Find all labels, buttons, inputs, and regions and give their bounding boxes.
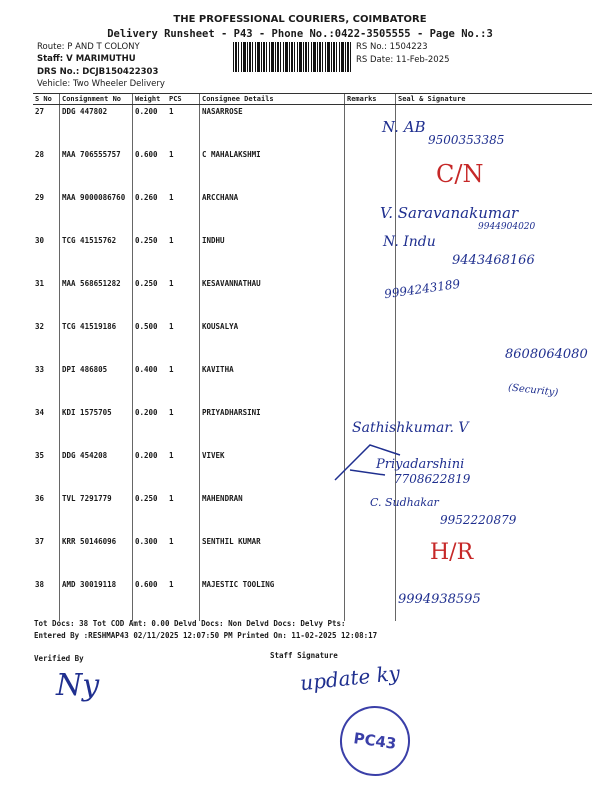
sig-38-phone: 9994938595	[398, 592, 481, 607]
cell-remarks	[345, 363, 396, 406]
table-row	[33, 449, 592, 492]
cell-sno: 37	[35, 537, 45, 546]
cell-weight: 0.600	[133, 148, 168, 191]
table-row	[33, 406, 592, 449]
sig-28: C/N	[436, 160, 484, 188]
cell-weight: 0.250	[133, 277, 168, 320]
cell-sno: 33	[35, 365, 45, 374]
cell-signature	[396, 363, 593, 406]
totals-line: Tot Docs: 38 Tot COD Amt: 0.00 Delvd Docs: Non Delvd Docs: Delvy Pts:	[34, 619, 346, 628]
cell-pcs: 1	[169, 236, 174, 245]
barcode	[233, 42, 351, 72]
cell-consignment: AMD 30019118	[60, 578, 133, 621]
cell-consignment: KRR 50146096	[60, 535, 133, 578]
drs-number: DRS No.: DCJB150422303	[37, 67, 159, 77]
col-seal-signature: Seal & Signature	[396, 94, 593, 105]
pc43-stamp: PC43	[335, 701, 414, 780]
sig-29-name: V. Saravanakumar	[380, 204, 519, 222]
cell-pcs: 1	[169, 537, 174, 546]
vehicle-label: Vehicle: Two Wheeler Delivery	[37, 79, 165, 89]
cell-weight: 0.200	[133, 449, 168, 492]
cell-pcs: 1	[169, 408, 174, 417]
staff-signature: update ky	[299, 660, 402, 696]
company-title: THE PROFESSIONAL COURIERS, COIMBATORE	[173, 14, 427, 25]
cell-pcs: 1	[169, 494, 174, 503]
sig-27-name: N. AB	[382, 118, 426, 136]
cell-weight: 0.200	[133, 105, 168, 149]
cell-consignee: KOUSALYA	[200, 320, 345, 363]
cell-remarks	[345, 578, 396, 621]
cell-signature	[396, 535, 593, 578]
cell-weight: 0.300	[133, 535, 168, 578]
cell-weight: 0.400	[133, 363, 168, 406]
cell-pcs: 1	[169, 365, 174, 374]
cell-sno: 35	[35, 451, 45, 460]
cell-weight: 0.600	[133, 578, 168, 621]
sig-30-phone: 9443468166	[452, 253, 535, 268]
cell-remarks	[345, 535, 396, 578]
sig-35-phone: 7708622819	[394, 472, 471, 486]
cell-sno: 34	[35, 408, 45, 417]
cell-weight: 0.500	[133, 320, 168, 363]
cell-consignment: MAA 706555757	[60, 148, 133, 191]
table-row	[33, 277, 592, 320]
cell-pcs: 1	[169, 451, 174, 460]
cell-sno: 38	[35, 580, 45, 589]
entered-line: Entered By :RESHMAP43 02/11/2025 12:07:50 PM Printed On: 11-02-2025 12:08:17	[34, 631, 378, 640]
col-remarks: Remarks	[345, 94, 396, 105]
cell-consignment: DDG 454208	[60, 449, 133, 492]
cell-consignee: MAHENDRAN	[200, 492, 345, 535]
runsheet-title: Delivery Runsheet - P43 - Phone No.:0422-3505555 - Page No.:3	[107, 28, 493, 40]
sig-34: Sathishkumar. V	[352, 420, 469, 436]
cell-consignee: VIVEK	[200, 449, 345, 492]
cell-consignment: DDG 447802	[60, 105, 133, 149]
cell-consignment: DPI 486805	[60, 363, 133, 406]
signature-scribble	[330, 430, 410, 490]
cell-remarks	[345, 320, 396, 363]
table-row	[33, 148, 592, 191]
table-header-row	[33, 94, 592, 105]
col-sno: S No	[33, 94, 60, 105]
sig-37: H/R	[430, 540, 474, 565]
rs-date: RS Date: 11-Feb-2025	[356, 55, 450, 65]
col-pcs: PCS	[167, 94, 200, 105]
sig-29-phone: 9944904020	[478, 222, 536, 232]
cell-consignee: ARCCHANA	[200, 191, 345, 234]
cell-consignee: KAVITHA	[200, 363, 345, 406]
cell-remarks	[345, 148, 396, 191]
cell-consignment: MAA 9000086760	[60, 191, 133, 234]
table-row	[33, 578, 592, 621]
sig-36-name: C. Sudhakar	[370, 496, 439, 509]
cell-consignee: C MAHALAKSHMI	[200, 148, 345, 191]
cell-consignee: NASARROSE	[200, 105, 345, 149]
cell-sno: 32	[35, 322, 45, 331]
sig-35-name: Priyadarshini	[376, 457, 465, 472]
cell-consignee: PRIYADHARSINI	[200, 406, 345, 449]
cell-sno: 31	[35, 279, 45, 288]
cell-consignment: TCG 41515762	[60, 234, 133, 277]
cell-sno: 36	[35, 494, 45, 503]
staff-label: Staff: V MARIMUTHU	[37, 54, 136, 64]
cell-sno: 27	[35, 107, 45, 116]
cell-consignment: TVL 7291779	[60, 492, 133, 535]
sig-33: (Security)	[507, 382, 559, 399]
sig-32-phone: 8608064080	[505, 347, 588, 362]
cell-consignment: MAA 568651282	[60, 277, 133, 320]
cell-consignee: KESAVANNATHAU	[200, 277, 345, 320]
col-weight: Weight	[133, 94, 168, 105]
sig-36-phone: 9952220879	[440, 513, 517, 527]
cell-consignment: KDI 1575705	[60, 406, 133, 449]
col-consignment: Consignment No	[60, 94, 133, 105]
cell-weight: 0.250	[133, 492, 168, 535]
sig-31-phone: 9994243189	[383, 276, 461, 302]
cell-weight: 0.200	[133, 406, 168, 449]
cell-weight: 0.250	[133, 234, 168, 277]
sig-30-name: N. Indu	[383, 234, 436, 250]
cell-sno: 28	[35, 150, 45, 159]
cell-pcs: 1	[169, 107, 174, 116]
cell-signature	[396, 148, 593, 191]
cell-pcs: 1	[169, 580, 174, 589]
table-row	[33, 105, 592, 149]
cell-pcs: 1	[169, 193, 174, 202]
cell-pcs: 1	[169, 322, 174, 331]
verified-signature: Ny	[56, 668, 100, 703]
sig-27-phone: 9500353385	[428, 133, 505, 147]
cell-sno: 29	[35, 193, 45, 202]
cell-consignee: SENTHIL KUMAR	[200, 535, 345, 578]
col-consignee: Consignee Details	[200, 94, 345, 105]
cell-consignment: TCG 41519186	[60, 320, 133, 363]
table-row	[33, 535, 592, 578]
staff-signature-label: Staff Signature	[270, 651, 338, 660]
cell-consignee: INDHU	[200, 234, 345, 277]
verified-by-label: Verified By	[34, 654, 84, 663]
cell-sno: 30	[35, 236, 45, 245]
route-label: Route: P AND T COLONY	[37, 42, 140, 52]
rs-number: RS No.: 1504223	[356, 42, 428, 52]
cell-weight: 0.260	[133, 191, 168, 234]
cell-pcs: 1	[169, 279, 174, 288]
cell-pcs: 1	[169, 150, 174, 159]
cell-consignee: MAJESTIC TOOLING	[200, 578, 345, 621]
